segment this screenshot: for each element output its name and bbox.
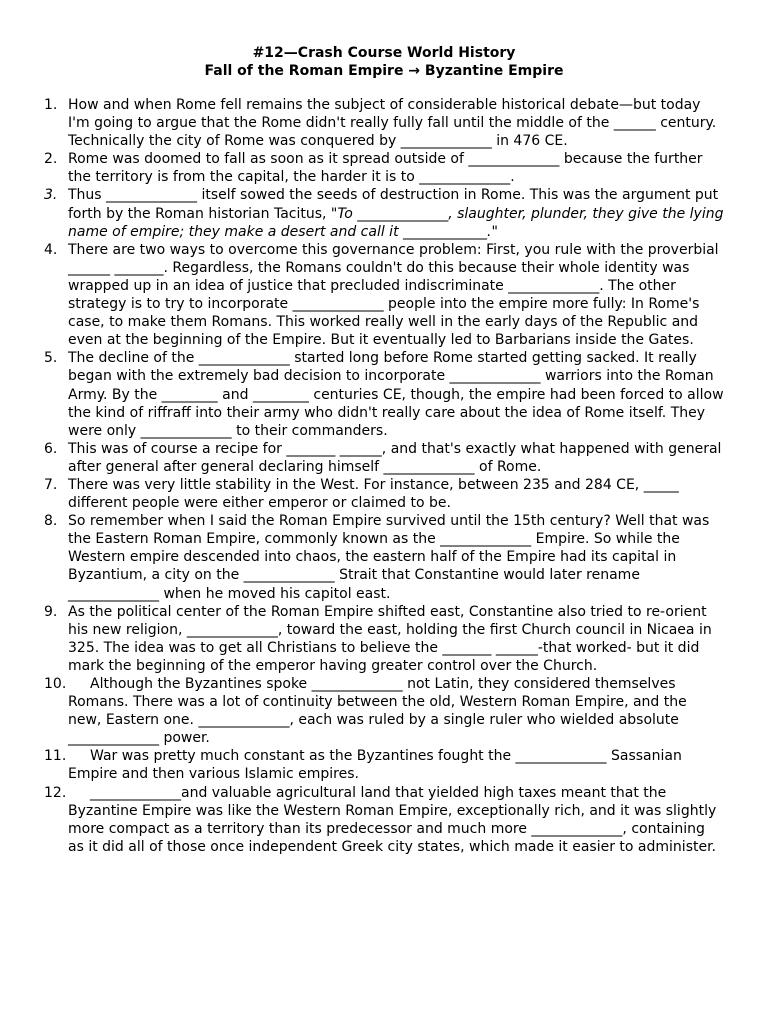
- question-number: 1.: [44, 97, 58, 113]
- question-item: [44, 186, 724, 240]
- question-text: There was very little stability in the West. For instance, between 235 and 284 CE, _____ different people were either emperor or claimed to be.: [68, 476, 679, 512]
- question-number: 7.: [44, 476, 58, 493]
- question-text: Thus _____________ itself sowed the seeds of destruction in Rome. This was the argument put forth by the Roman historian Tacitus, ": [68, 187, 719, 222]
- question-item: [44, 241, 724, 350]
- question-item: [44, 349, 724, 439]
- tacitus-quote: To _____________, slaughter, plunder, they give the lying name of empire; they make a desert and call it ____________.": [68, 205, 724, 240]
- worksheet-title: #12—Crash Course World History: [252, 45, 516, 61]
- title-block: [44, 44, 724, 80]
- question-text: Although the Byzantines spoke _____________ not Latin, they considered themselves Romans. There was a lot of continuity between the old, Western Roman Empire, and the new, Eastern one. _____________, each was ruled by a single ruler who wielded absolute _____________ power.: [68, 676, 687, 747]
- question-item: [44, 476, 724, 512]
- question-text: How and when Rome fell remains the subject of considerable historical debate—but today I'm going to argue that the Rome didn't really fully fall until the middle of the ______ century. Technically the city of Rome was conquered by _____________ in 476 CE.: [68, 97, 717, 150]
- question-number: 2.: [44, 151, 58, 168]
- question-number: 10.: [44, 676, 67, 692]
- question-text: Rome was doomed to fall as soon as it spread outside of _____________ because the further the territory is from the capital, the harder it is to _____________.: [68, 151, 703, 186]
- question-text: War was pretty much constant as the Byzantines fought the _____________ Sassanian Empire and then various Islamic empires.: [68, 748, 682, 783]
- question-text: This was of course a recipe for _______ ______, and that's exactly what happened with general after general after general declaring himself _____________ of Rome.: [68, 440, 722, 475]
- question-item: [44, 150, 724, 186]
- question-number: 3.: [44, 187, 58, 204]
- question-number: 6.: [44, 440, 58, 457]
- question-list: [44, 96, 724, 856]
- question-text: The decline of the _____________ started long before Rome started getting sacked. It really began with the extremely bad decision to incorporate _____________ warriors into the Roman Army. By the ________ and ________ centuries CE, though, the empire had been forced to allow the kind of riffraff into their army who didn't really care about the idea of Rome itself. They were only _____________ to their commanders.: [68, 350, 724, 439]
- question-item: [44, 96, 724, 150]
- question-item: [44, 440, 724, 476]
- question-number: 12.: [44, 784, 67, 801]
- question-text: There are two ways to overcome this governance problem: First, you rule with the proverbial ______ _______. Regardless, the Romans couldn't do this because their whole identity was wrapped up in an idea of justice that precluded indiscriminate _____________. The other strategy is to try to incorporate _____________ people into the empire more fully: In Rome's case, to make them Romans. This worked really well in the early days of the Republic and even at the beginning of the Empire. But it eventually led to Barbarians inside the Gates.: [68, 241, 719, 349]
- question-number: 4.: [44, 241, 58, 258]
- question-number: 5.: [44, 350, 58, 367]
- question-item: [44, 784, 724, 856]
- worksheet-subtitle: Fall of the Roman Empire → Byzantine Empire: [204, 63, 564, 79]
- question-text: _____________and valuable agricultural land that yielded high taxes meant that the Byzantine Empire was like the Western Roman Empire, exceptionally rich, and it was slightly more compact as a territory than its predecessor and much more _____________, containing as it did all of those once independent Greek city states, which made it easier to administer.: [68, 784, 717, 855]
- question-item: [44, 675, 724, 747]
- question-text: So remember when I said the Roman Empire survived until the 15th century? Well that was the Eastern Roman Empire, commonly known as the _____________ Empire. So while the Western empire descended into chaos, the eastern half of the Empire had its capital in Byzantium, a city on the _____________ Strait that Constantine would later rename _____________ when he moved his capitol east.: [68, 513, 710, 602]
- question-text: As the political center of the Roman Empire shifted east, Constantine also tried to re-orient his new religion, _____________, toward the east, holding the first Church council in Nicaea in 325. The idea was to get all Christians to believe the _______ ______-that worked- but it did mark the beginning of the emperor having greater control over the Church.: [68, 603, 712, 674]
- question-item: [44, 747, 724, 783]
- question-number: 11.: [44, 748, 67, 765]
- question-item: [44, 512, 724, 602]
- question-number: 9.: [44, 603, 58, 620]
- question-item: [44, 603, 724, 675]
- question-number: 8.: [44, 513, 58, 530]
